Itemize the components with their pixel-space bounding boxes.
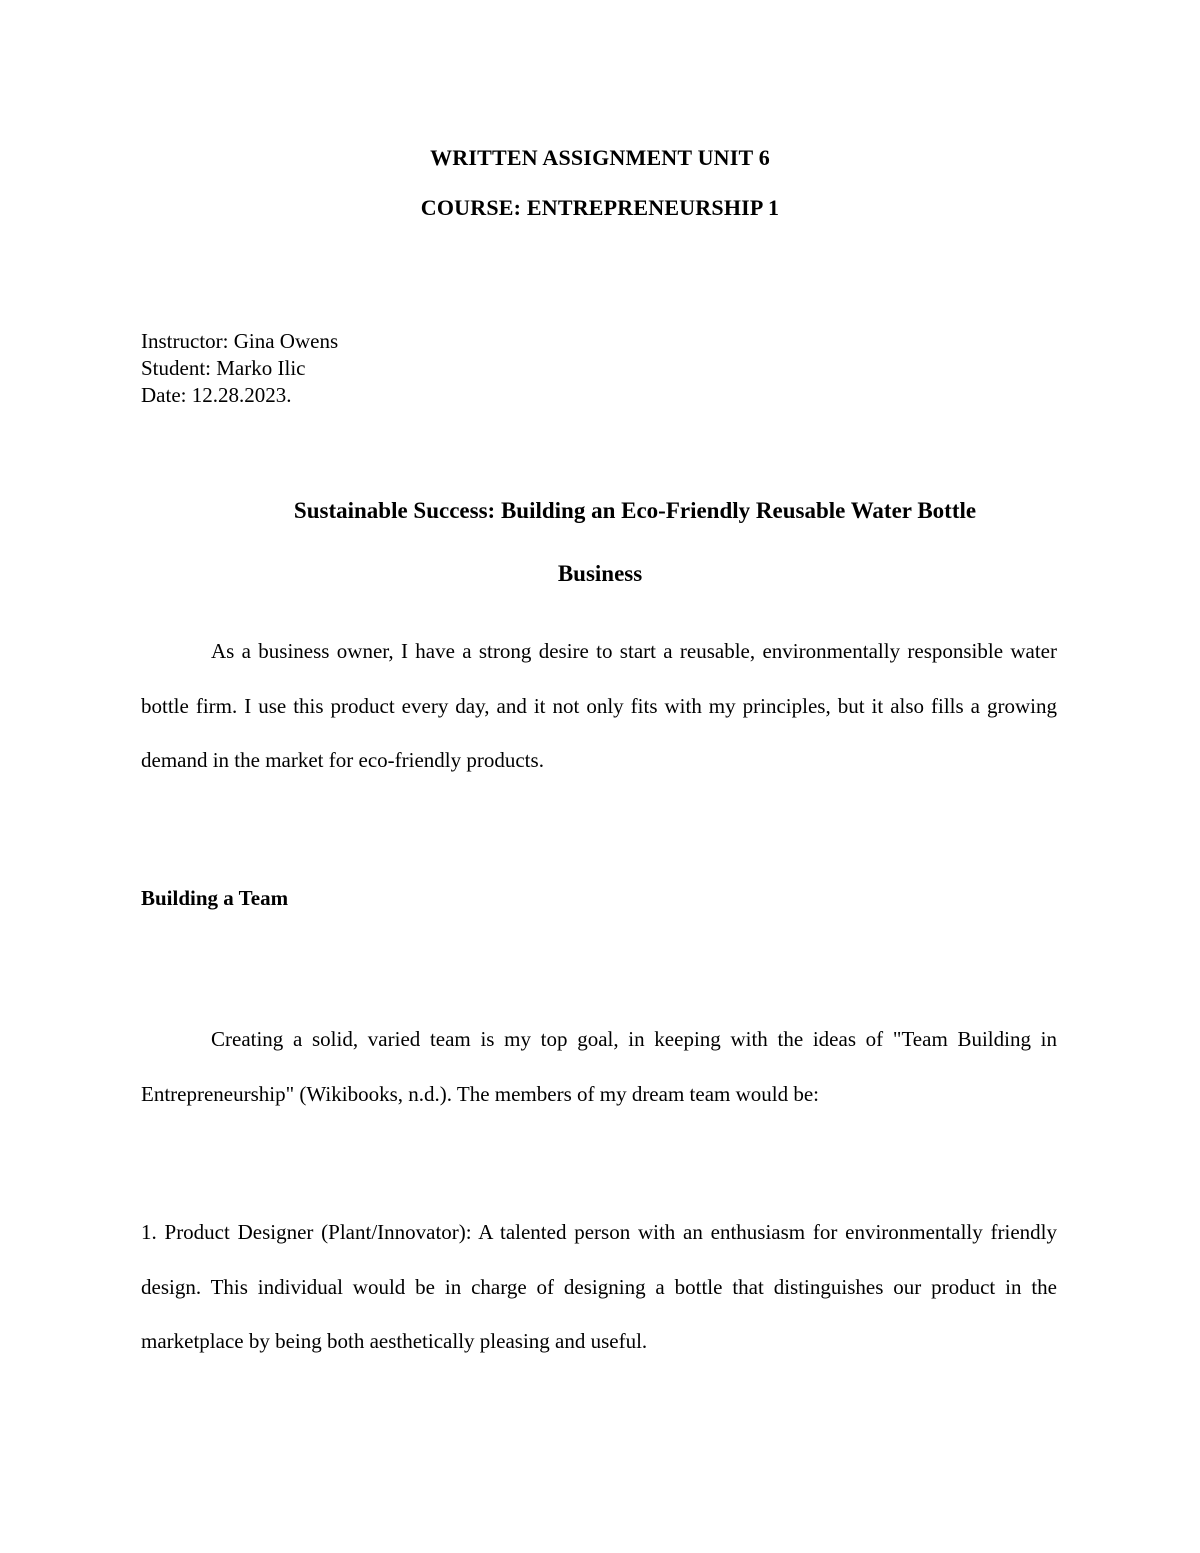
intro-paragraph: As a business owner, I have a strong desire to start a reusable, environmentally responsible water bottle firm. I use this product every day, and it not only fits with my principles, but it also fills a growing demand in the market for eco-friendly products. bbox=[141, 639, 1057, 772]
course-title: COURSE: ENTREPRENEURSHIP 1 bbox=[420, 195, 780, 220]
assignment-title: WRITTEN ASSIGNMENT UNIT 6 bbox=[430, 145, 770, 170]
essay-title-line2: Business bbox=[557, 561, 643, 586]
instructor-line: Instructor: Gina Owens bbox=[141, 329, 339, 353]
essay-title-line1: Sustainable Success: Building an Eco-Friendly Reusable Water Bottle bbox=[293, 498, 977, 523]
date-line: Date: 12.28.2023. bbox=[141, 383, 292, 407]
section-heading-building-a-team: Building a Team bbox=[141, 886, 289, 910]
team-paragraph: Creating a solid, varied team is my top goal, in keeping with the ideas of "Team Building in Entrepreneurship" (Wikibooks, n.d.). The members of my dream team would be: bbox=[141, 1027, 1057, 1106]
list-item-product-designer: 1. Product Designer (Plant/Innovator): A talented person with an enthusiasm for environmentally friendly design. This individual would be in charge of designing a bottle that distinguishes our product in the marketplace by being both aesthetically pleasing and useful. bbox=[141, 1220, 1057, 1353]
student-line: Student: Marko Ilic bbox=[141, 356, 306, 380]
